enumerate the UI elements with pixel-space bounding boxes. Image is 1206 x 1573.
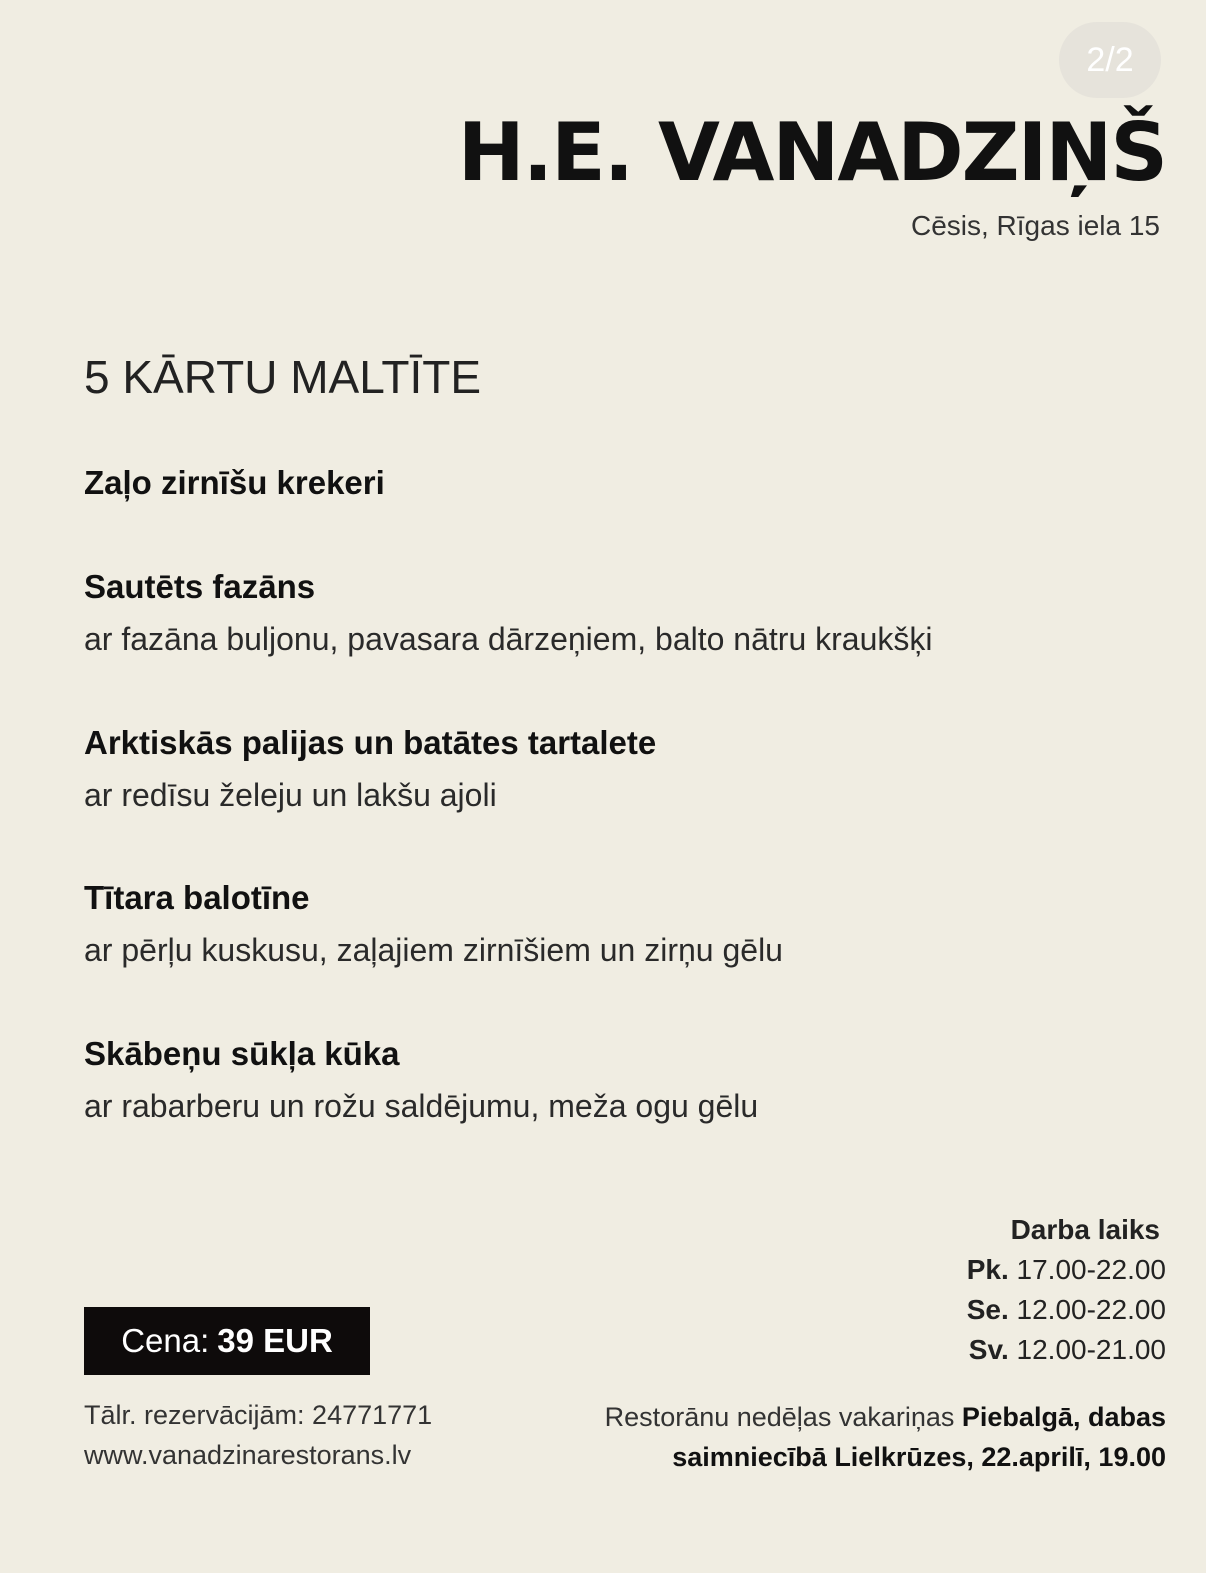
course-description: ar fazāna buljonu, pavasara dārzeņiem, balto nātru kraukšķi (84, 621, 933, 657)
event-line-2 (526, 1437, 1166, 1477)
course-name: Arktiskās palijas un batātes tartalete (84, 724, 657, 761)
course-5 (84, 1032, 1084, 1128)
contacts (84, 1395, 432, 1475)
course-1 (84, 461, 1084, 505)
opening-hours (967, 1210, 1166, 1370)
event-location: Piebalgā, dabas (961, 1402, 1166, 1432)
event-line-1 (526, 1397, 1166, 1437)
hours-time: 17.00-22.00 (1016, 1254, 1166, 1285)
opening-hours-title: Darba laiks (1010, 1214, 1160, 1245)
event-info (526, 1397, 1166, 1477)
hours-time: 12.00-22.00 (1016, 1294, 1166, 1325)
hours-day: Pk. (966, 1254, 1009, 1285)
course-description: ar rabarberu un rožu saldējumu, meža ogu gēlu (84, 1088, 759, 1124)
hours-day: Sv. (968, 1334, 1009, 1365)
price-label: Cena: (121, 1322, 210, 1359)
course-name: Sautēts fazāns (84, 568, 316, 605)
restaurant-address: Cēsis, Rīgas iela 15 (910, 210, 1160, 241)
price-badge (84, 1307, 370, 1375)
website-link[interactable]: www.vanadzinarestorans.lv (84, 1440, 412, 1470)
event-prefix: Restorānu nedēļas vakariņas (604, 1402, 955, 1432)
event-details: saimniecībā Lielkrūzes, 22.aprilī, 19.00 (672, 1442, 1166, 1472)
hours-row (967, 1250, 1166, 1290)
page-counter: 2/2 (1059, 22, 1161, 98)
course-description: ar pērļu kuskusu, zaļajiem zirnīšiem un zirņu gēlu (84, 932, 783, 968)
menu-heading: 5 KĀRTU MALTĪTE (84, 351, 482, 403)
course-2 (84, 565, 1084, 661)
hours-day: Se. (966, 1294, 1009, 1325)
hours-time: 12.00-21.00 (1016, 1334, 1166, 1365)
hours-row (967, 1290, 1166, 1330)
course-description: ar redīsu želeju un lakšu ajoli (84, 777, 497, 813)
course-name: Tītara balotīne (84, 879, 310, 916)
course-name: Zaļo zirnīšu krekeri (84, 464, 385, 501)
restaurant-name: H.E. VANADZIŅŠ (457, 106, 1166, 199)
price-value: 39 EUR (217, 1322, 333, 1359)
reservation-phone: Tālr. rezervācijām: 24771771 (84, 1400, 433, 1430)
course-name: Skābeņu sūkļa kūka (84, 1035, 400, 1072)
course-4 (84, 876, 1084, 972)
course-3 (84, 721, 1084, 817)
hours-row (967, 1330, 1166, 1370)
